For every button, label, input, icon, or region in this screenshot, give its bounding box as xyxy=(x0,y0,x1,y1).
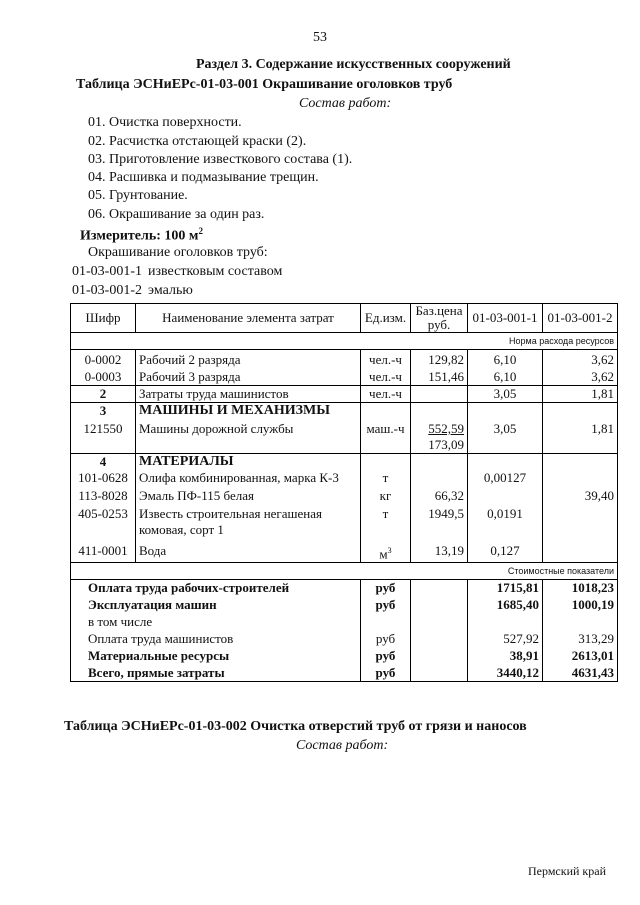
variant-code: 01-03-001-1 xyxy=(72,264,142,279)
table-row: 0-0003 Рабочий 3 разряда чел.-ч 151,46 6,10 3,62 xyxy=(71,369,618,386)
table-row: 0-0002 Рабочий 2 разряда чел.-ч 129,82 6,10 3,62 xyxy=(71,350,618,369)
header-price: Баз.цена руб. xyxy=(411,304,468,333)
table1-title: Таблица ЭСНиЕРс-01-03-001 Окрашивание оголовков труб xyxy=(76,77,453,92)
header-name: Наименование элемента затрат xyxy=(136,304,361,333)
unit-sup: 3 xyxy=(387,546,392,555)
variants-intro: Окрашивание оголовков труб: xyxy=(88,245,268,260)
work-step: 05. Грунтование. xyxy=(88,188,188,203)
measure-unit-sup: 2 xyxy=(198,226,203,236)
unit-text: м xyxy=(379,546,388,562)
cost-name: Эксплуатация машин xyxy=(88,596,217,612)
table2-title: Таблица ЭСНиЕРс-01-03-002 Очистка отверстий труб от грязи и наносов xyxy=(64,719,527,734)
cost-row xyxy=(71,614,618,631)
cost-row: Оплата труда рабочих-строителей руб 1715,81 1018,23 xyxy=(71,580,618,597)
work-step: 04. Расшивка и подмазывание трещин. xyxy=(88,170,319,185)
header-variant-2: 01-03-001-2 xyxy=(543,304,618,333)
machine-price-secondary: 173,09 xyxy=(428,437,464,452)
table-row: 2 Затраты труда машинистов чел.-ч 3,05 1,81 xyxy=(71,386,618,403)
header-variant-1: 01-03-001-1 xyxy=(468,304,543,333)
work-step: 06. Окрашивание за один раз. xyxy=(88,207,265,222)
variant-text: известковым составом xyxy=(148,264,283,279)
cost-name: Всего, прямые затраты xyxy=(88,664,225,680)
cost-row: Оплата труда машинистов руб 527,92 313,29 xyxy=(71,631,618,648)
table-row: 101-0628 Олифа комбинированная, марка К-3 т 0,00127 xyxy=(71,470,618,488)
cost-caption: Стоимостные показатели xyxy=(71,563,618,580)
measure-unit-label: Измеритель: 100 м xyxy=(80,228,199,244)
cost-row: Всего, прямые затраты руб 3440,12 4631,43 xyxy=(71,665,618,682)
work-composition-heading: Состав работ: xyxy=(299,96,392,111)
section-title: Раздел 3. Содержание искусственных сооружений xyxy=(196,57,511,72)
cost-name: Оплата труда машинистов xyxy=(88,630,234,646)
work-step: 03. Приготовление известкового состава (1). xyxy=(88,152,353,167)
material-name-cont: комовая, сорт 1 xyxy=(139,522,224,537)
page-number: 53 xyxy=(313,30,327,45)
norms-table xyxy=(70,303,618,682)
table-header-row xyxy=(71,304,618,333)
header-unit: Ед.изм. xyxy=(361,304,411,333)
norm-caption: Норма расхода ресурсов xyxy=(71,333,618,350)
region-footer: Пермский край xyxy=(528,864,606,878)
table2-work-heading: Состав работ: xyxy=(296,738,389,753)
header-code: Шифр xyxy=(71,304,136,333)
cost-name: Оплата труда рабочих-строителей xyxy=(88,580,290,596)
variant-code: 01-03-001-2 xyxy=(72,283,142,298)
cost-name: в том числе xyxy=(88,613,153,629)
cost-row: Материальные ресурсы руб 38,91 2613,01 xyxy=(71,648,618,665)
machine-price: 552,59 xyxy=(428,421,464,436)
table-row: 405-0253 Известь строительная негашеная комовая, сорт 1 т 1949,5 0,0191 xyxy=(71,506,618,540)
measure-unit xyxy=(80,226,203,245)
variant-text: эмалью xyxy=(148,283,193,298)
cost-name: Материальные ресурсы xyxy=(88,647,230,663)
section-row-machines: 3 МАШИНЫ И МЕХАНИЗМЫ xyxy=(71,403,618,420)
work-step: 01. Очистка поверхности. xyxy=(88,115,242,130)
cost-row: Эксплуатация машин руб 1685,40 1000,19 xyxy=(71,597,618,614)
work-step: 02. Расчистка отстающей краски (2). xyxy=(88,134,307,149)
table-row: 113-8028 Эмаль ПФ-115 белая кг 66,32 39,40 xyxy=(71,488,618,506)
section-row-materials: 4 МАТЕРИАЛЫ xyxy=(71,454,618,471)
table-row: 411-0001 Вода $м^3$ 13,19 0,127 xyxy=(71,540,618,563)
material-name: Известь строительная негашеная xyxy=(139,506,323,521)
table-row: 121550 Машины дорожной службы маш.-ч 552,59 173,09 3,05 1,81 xyxy=(71,419,618,454)
